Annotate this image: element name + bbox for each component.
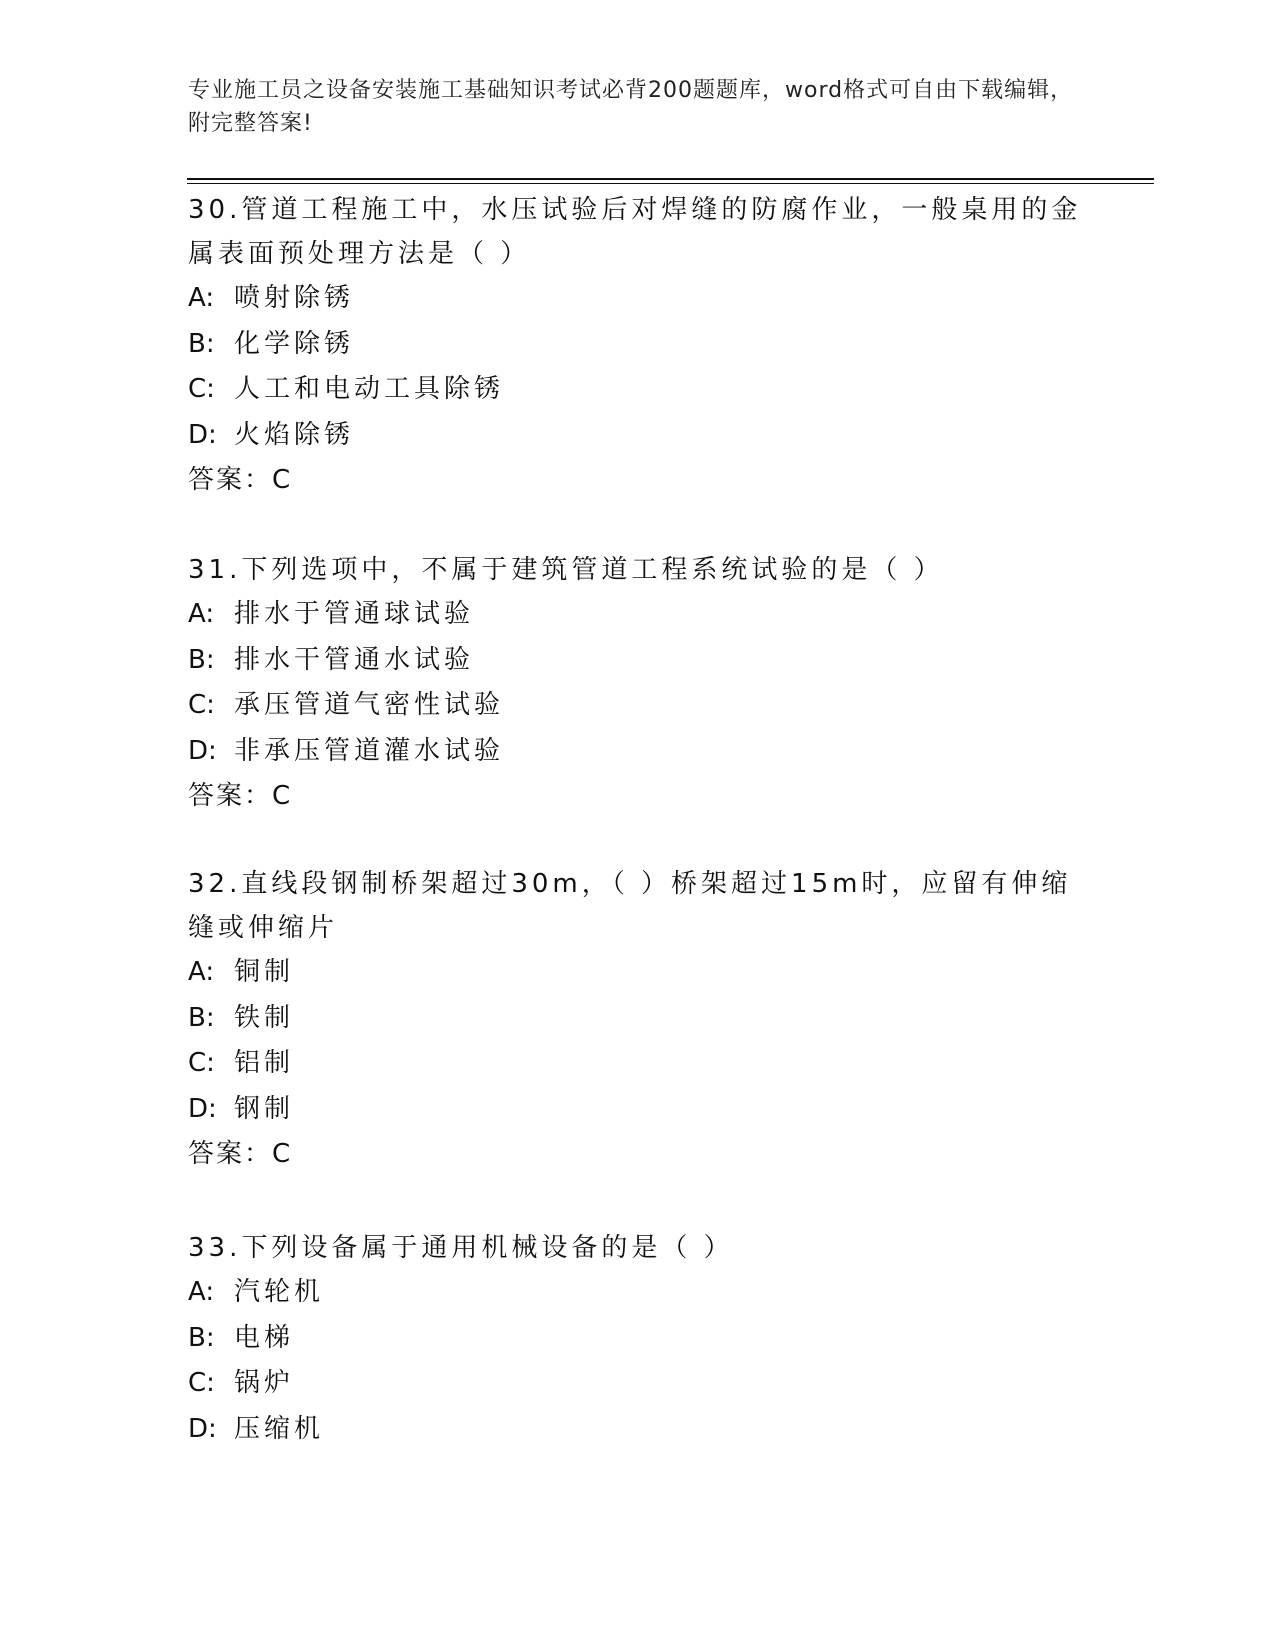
option-letter: C: [188,1368,215,1398]
option-text: 钢制 [234,1093,295,1124]
option-text: 火焰除锈 [234,419,355,450]
header-divider [187,178,1154,180]
answer: 答案：C [188,781,293,811]
option-letter: D: [188,1093,217,1124]
option-letter: D: [188,419,217,450]
option-c [188,1361,1088,1407]
option-text: 非承压管道灌水试验 [234,735,505,766]
question-31 [188,548,1088,820]
option-letter: C: [188,374,215,404]
option-text: 压缩机 [234,1413,325,1444]
option-letter: B: [188,644,215,675]
option-letter: A: [188,957,215,987]
question-text: 30.管道工程施工中，水压试验后对焊缝的防腐作业，一般桌用的金属表面预处理方法是（ ） [188,195,1082,269]
option-c [188,683,1088,729]
option-letter: B: [188,328,215,359]
answer: 答案：C [188,1139,293,1169]
question-text: 31.下列选项中，不属于建筑管道工程系统试验的是（ ） [188,555,944,585]
option-letter: D: [188,1413,217,1444]
option-text: 铁制 [234,1002,295,1033]
question-30 [188,188,1088,504]
option-letter: A: [188,1277,215,1307]
answer: 答案：C [188,465,293,495]
option-b [188,638,1088,684]
option-letter: A: [188,283,215,313]
option-d [188,1087,1088,1133]
option-text: 人工和电动工具除锈 [234,374,505,404]
option-text: 电梯 [234,1322,295,1353]
option-b [188,996,1088,1042]
option-text: 喷射除锈 [234,283,355,313]
option-text: 铝制 [234,1048,295,1078]
question-text: 33.下列设备属于通用机械设备的是（ ） [188,1233,734,1263]
option-letter: D: [188,735,217,766]
option-text: 承压管道气密性试验 [234,690,505,720]
option-letter: B: [188,1322,215,1353]
option-b [188,322,1088,368]
question-33 [188,1226,1088,1452]
option-d [188,413,1088,459]
option-letter: B: [188,1002,215,1033]
option-d [188,1407,1088,1453]
option-text: 汽轮机 [234,1277,325,1307]
option-letter: C: [188,690,215,720]
option-letter: A: [188,599,215,629]
option-text: 排水干管通水试验 [234,644,475,675]
option-text: 锅炉 [234,1368,295,1398]
question-32 [188,862,1088,1178]
option-text: 铜制 [234,957,295,987]
option-text: 化学除锈 [234,328,355,359]
header-divider-thin [187,183,1154,184]
option-text: 排水于管通球试验 [234,599,475,629]
option-d [188,729,1088,775]
option-c [188,1041,1088,1087]
option-a [188,276,1088,322]
option-c [188,367,1088,413]
option-a [188,1270,1088,1316]
document-header: 专业施工员之设备安装施工基础知识考试必背200题题库，word格式可自由下载编辑，附完整答案! [188,78,1074,136]
option-b [188,1316,1088,1362]
question-text: 32.直线段钢制桥架超过30m，（ ）桥架超过15m时，应留有伸缩缝或伸缩片 [188,869,1072,943]
option-a [188,950,1088,996]
option-a [188,592,1088,638]
option-letter: C: [188,1048,215,1078]
